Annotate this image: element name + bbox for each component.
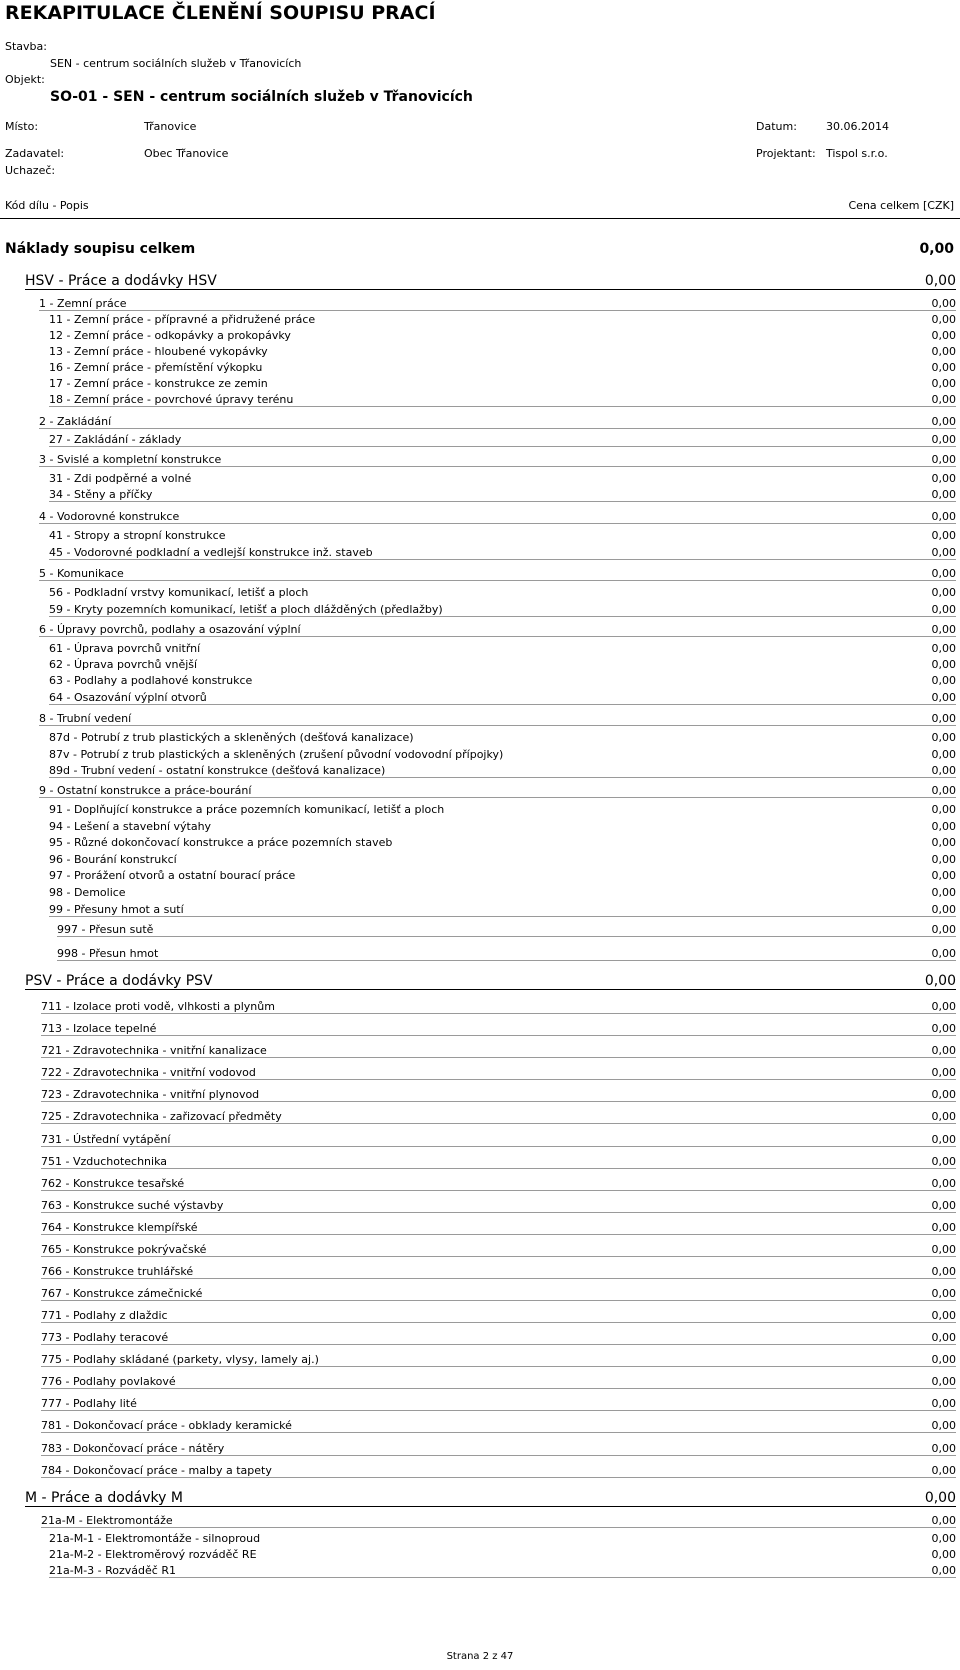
table-row <box>49 527 956 542</box>
row-label: 45 - Vodorovné podkladní a vedlejší konstrukce inž. staveb <box>49 546 373 559</box>
table-row <box>49 834 956 849</box>
table-row <box>49 391 956 407</box>
table-row <box>41 1373 956 1389</box>
row-value: 0,00 <box>931 764 956 777</box>
row-value: 0,00 <box>931 923 956 936</box>
row-value: 0,00 <box>931 1155 956 1168</box>
row-value: 0,00 <box>924 1490 956 1506</box>
row-value: 0,00 <box>931 1110 956 1123</box>
table-row <box>41 1219 956 1235</box>
row-label: 764 - Konstrukce klempířské <box>41 1221 198 1234</box>
column-header-code: Kód dílu - Popis <box>5 199 89 212</box>
row-value: 0,00 <box>931 886 956 899</box>
row-value: 0,00 <box>931 1000 956 1013</box>
row-value: 0,00 <box>931 1265 956 1278</box>
total-value: 0,00 <box>919 241 954 257</box>
table-row <box>57 921 956 937</box>
row-label: 731 - Ústřední vytápění <box>41 1133 171 1146</box>
table-row <box>41 1329 956 1345</box>
row-value: 0,00 <box>931 903 956 916</box>
row-label: 767 - Konstrukce zámečnické <box>41 1287 203 1300</box>
row-value: 0,00 <box>931 453 956 466</box>
datum-label: Datum: <box>756 120 797 133</box>
table-row <box>49 818 956 833</box>
row-label: 771 - Podlahy z dlaždic <box>41 1309 168 1322</box>
total-label: Náklady soupisu celkem <box>5 241 196 257</box>
row-label: 12 - Zemní práce - odkopávky a prokopávky <box>49 329 291 342</box>
row-label: 94 - Lešení a stavební výtahy <box>49 820 212 833</box>
row-label: 21a-M-1 - Elektromontáže - silnoproud <box>49 1532 261 1545</box>
row-label: 783 - Dokončovací práce - nátěry <box>41 1442 225 1455</box>
table-row <box>49 486 956 502</box>
table-row <box>49 327 956 342</box>
table-row <box>25 1486 956 1507</box>
row-label: 3 - Svislé a kompletní konstrukce <box>39 453 222 466</box>
table-row <box>41 1175 956 1191</box>
row-label: 18 - Zemní práce - povrchové úpravy terénu <box>49 393 294 406</box>
table-row <box>41 1042 956 1058</box>
row-value: 0,00 <box>924 273 956 289</box>
table-row <box>25 267 956 290</box>
row-value: 0,00 <box>931 869 956 882</box>
row-value: 0,00 <box>931 1532 956 1545</box>
row-label: 765 - Konstrukce pokrývačské <box>41 1243 207 1256</box>
row-value: 0,00 <box>931 1375 956 1388</box>
row-value: 0,00 <box>931 488 956 501</box>
row-value: 0,00 <box>931 1514 956 1527</box>
row-value: 0,00 <box>931 1022 956 1035</box>
row-value: 0,00 <box>931 674 956 687</box>
row-value: 0,00 <box>924 973 956 989</box>
table-row <box>49 901 956 917</box>
row-label: 63 - Podlahy a podlahové konstrukce <box>49 674 253 687</box>
table-row <box>49 1562 956 1578</box>
stavba-label: Stavba: <box>5 40 47 53</box>
row-value: 0,00 <box>931 712 956 725</box>
row-value: 0,00 <box>931 1564 956 1577</box>
table-row <box>41 1417 956 1433</box>
table-row <box>57 945 956 961</box>
row-label: 56 - Podkladní vrstvy komunikací, letišť a ploch <box>49 586 309 599</box>
row-label: 722 - Zdravotechnika - vnitřní vodovod <box>41 1066 256 1079</box>
row-value: 0,00 <box>931 361 956 374</box>
table-row <box>39 451 956 467</box>
row-value: 0,00 <box>931 1221 956 1234</box>
table-row <box>39 710 956 726</box>
row-value: 0,00 <box>931 1066 956 1079</box>
row-value: 0,00 <box>931 748 956 761</box>
row-label: 2 - Zakládání <box>39 415 112 428</box>
row-label: 87d - Potrubí z trub plastických a skleněných (dešťová kanalizace) <box>49 731 414 744</box>
row-label: 6 - Úpravy povrchů, podlahy a osazování výplní <box>39 623 301 636</box>
row-value: 0,00 <box>931 472 956 485</box>
row-value: 0,00 <box>931 836 956 849</box>
table-row <box>49 851 956 866</box>
row-value: 0,00 <box>931 1419 956 1432</box>
misto-label: Místo: <box>5 120 39 133</box>
row-value: 0,00 <box>931 345 956 358</box>
row-value: 0,00 <box>931 784 956 797</box>
row-value: 0,00 <box>931 529 956 542</box>
table-row <box>39 782 956 798</box>
row-label: 97 - Prorážení otvorů a ostatní bourací práce <box>49 869 296 882</box>
row-value: 0,00 <box>931 1397 956 1410</box>
table-row <box>49 544 956 560</box>
row-value: 0,00 <box>931 803 956 816</box>
row-value: 0,00 <box>931 313 956 326</box>
row-value: 0,00 <box>931 1088 956 1101</box>
row-label: 4 - Vodorovné konstrukce <box>39 510 180 523</box>
row-value: 0,00 <box>931 1548 956 1561</box>
row-label: 27 - Zakládání - základy <box>49 433 182 446</box>
row-label: 31 - Zdi podpěrné a volné <box>49 472 192 485</box>
datum-value: 30.06.2014 <box>826 120 889 133</box>
table-row <box>39 295 956 311</box>
table-row <box>49 343 956 358</box>
table-row <box>41 1064 956 1080</box>
row-value: 0,00 <box>931 433 956 446</box>
table-row <box>49 867 956 882</box>
projektant-label: Projektant: <box>756 147 816 160</box>
row-value: 0,00 <box>931 1133 956 1146</box>
row-value: 0,00 <box>931 1243 956 1256</box>
row-label: 763 - Konstrukce suché výstavby <box>41 1199 224 1212</box>
row-label: 711 - Izolace proti vodě, vlhkosti a plynům <box>41 1000 275 1013</box>
table-row <box>41 1108 956 1124</box>
row-value: 0,00 <box>931 820 956 833</box>
table-row <box>49 689 956 705</box>
table-row <box>49 470 956 485</box>
table-row <box>41 1263 956 1279</box>
row-value: 0,00 <box>931 1287 956 1300</box>
row-value: 0,00 <box>931 1442 956 1455</box>
row-value: 0,00 <box>931 947 956 960</box>
row-value: 0,00 <box>931 1199 956 1212</box>
table-row <box>41 1307 956 1323</box>
table-row <box>39 621 956 637</box>
row-label: 99 - Přesuny hmot a sutí <box>49 903 184 916</box>
table-row <box>39 565 956 581</box>
row-value: 0,00 <box>931 603 956 616</box>
table-row <box>41 1285 956 1301</box>
row-label: 21a-M-2 - Elektroměrový rozváděč RE <box>49 1548 257 1561</box>
row-label: 725 - Zdravotechnika - zařizovací předměty <box>41 1110 282 1123</box>
table-row <box>49 640 956 655</box>
row-label: 95 - Různé dokončovací konstrukce a práce pozemních staveb <box>49 836 393 849</box>
row-value: 0,00 <box>931 393 956 406</box>
row-value: 0,00 <box>931 731 956 744</box>
row-value: 0,00 <box>931 658 956 671</box>
row-label: 11 - Zemní práce - přípravné a přidružené práce <box>49 313 316 326</box>
row-label: 766 - Konstrukce truhlářské <box>41 1265 194 1278</box>
table-row <box>41 1351 956 1367</box>
objekt-label: Objekt: <box>5 73 45 86</box>
row-label: 762 - Konstrukce tesařské <box>41 1177 185 1190</box>
row-label: 998 - Přesun hmot <box>57 947 159 960</box>
row-label: 751 - Vzduchotechnika <box>41 1155 168 1168</box>
row-label: 96 - Bourání konstrukcí <box>49 853 177 866</box>
row-label: 773 - Podlahy teracové <box>41 1331 169 1344</box>
table-row <box>41 1086 956 1102</box>
table-row <box>49 656 956 671</box>
stavba-value: SEN - centrum sociálních služeb v Třanovicích <box>50 57 302 70</box>
row-label: 34 - Stěny a příčky <box>49 488 153 501</box>
row-label: 16 - Zemní práce - přemístění výkopku <box>49 361 263 374</box>
row-value: 0,00 <box>931 377 956 390</box>
row-label: PSV - Práce a dodávky PSV <box>25 973 213 989</box>
row-label: 21a-M - Elektromontáže <box>41 1514 173 1527</box>
row-label: 87v - Potrubí z trub plastických a skleněných (zrušení původní vodovodní přípojky) <box>49 748 504 761</box>
row-value: 0,00 <box>931 586 956 599</box>
row-label: 62 - Úprava povrchů vnější <box>49 658 198 671</box>
row-label: 9 - Ostatní konstrukce a práce-bourání <box>39 784 252 797</box>
row-label: 5 - Komunikace <box>39 567 124 580</box>
row-label: 17 - Zemní práce - konstrukce ze zemin <box>49 377 268 390</box>
row-label: 997 - Přesun sutě <box>57 923 154 936</box>
table-row <box>49 375 956 390</box>
table-row <box>39 413 956 429</box>
row-value: 0,00 <box>931 297 956 310</box>
row-label: 89d - Trubní vedení - ostatní konstrukce (dešťová kanalizace) <box>49 764 386 777</box>
table-row <box>49 601 956 617</box>
table-row <box>49 311 956 326</box>
table-row <box>41 1395 956 1411</box>
row-value: 0,00 <box>931 1177 956 1190</box>
row-value: 0,00 <box>931 1353 956 1366</box>
row-label: 784 - Dokončovací práce - malby a tapety <box>41 1464 272 1477</box>
projektant-value: Tispol s.r.o. <box>826 147 888 160</box>
table-row <box>41 1462 956 1478</box>
table-row <box>49 746 956 761</box>
table-row <box>41 1020 956 1036</box>
row-value: 0,00 <box>931 546 956 559</box>
table-row <box>49 729 956 744</box>
row-label: 13 - Zemní práce - hloubené vykopávky <box>49 345 268 358</box>
row-value: 0,00 <box>931 691 956 704</box>
uchazec-label: Uchazeč: <box>5 164 56 177</box>
table-row <box>41 1153 956 1169</box>
table-row <box>49 1546 956 1561</box>
row-label: 781 - Dokončovací práce - obklady keramické <box>41 1419 292 1432</box>
row-label: 61 - Úprava povrchů vnitřní <box>49 642 201 655</box>
row-value: 0,00 <box>931 1331 956 1344</box>
table-row <box>41 1131 956 1147</box>
table-row <box>41 998 956 1014</box>
table-row <box>49 762 956 778</box>
row-label: HSV - Práce a dodávky HSV <box>25 273 217 289</box>
table-row <box>49 1530 956 1545</box>
table-row <box>41 1440 956 1456</box>
row-label: 1 - Zemní práce <box>39 297 127 310</box>
table-row <box>49 584 956 599</box>
row-value: 0,00 <box>931 853 956 866</box>
row-value: 0,00 <box>931 567 956 580</box>
column-header-price: Cena celkem [CZK] <box>848 199 954 212</box>
objekt-value: SO-01 - SEN - centrum sociálních služeb v Třanovicích <box>50 89 473 105</box>
row-value: 0,00 <box>931 623 956 636</box>
misto-value: Třanovice <box>144 120 197 133</box>
table-row <box>39 508 956 524</box>
row-label: 8 - Trubní vedení <box>39 712 132 725</box>
row-value: 0,00 <box>931 1309 956 1322</box>
row-value: 0,00 <box>931 329 956 342</box>
table-row <box>41 1197 956 1213</box>
row-value: 0,00 <box>931 510 956 523</box>
row-value: 0,00 <box>931 642 956 655</box>
zadavatel-value: Obec Třanovice <box>144 147 229 160</box>
zadavatel-label: Zadavatel: <box>5 147 65 160</box>
page-title: REKAPITULACE ČLENĚNÍ SOUPISU PRACÍ <box>5 2 436 24</box>
table-row <box>49 672 956 687</box>
row-label: 713 - Izolace tepelné <box>41 1022 157 1035</box>
table-row <box>41 1241 956 1257</box>
page-footer: Strana 2 z 47 <box>446 1651 514 1662</box>
row-label: 21a-M-3 - Rozváděč R1 <box>49 1564 176 1577</box>
table-row <box>25 969 956 990</box>
row-label: 91 - Doplňující konstrukce a práce pozemních komunikací, letišť a ploch <box>49 803 445 816</box>
row-label: 721 - Zdravotechnika - vnitřní kanalizace <box>41 1044 267 1057</box>
row-value: 0,00 <box>931 1044 956 1057</box>
table-row <box>49 359 956 374</box>
row-label: 59 - Kryty pozemních komunikací, letišť a ploch dlážděných (předlažby) <box>49 603 443 616</box>
row-label: M - Práce a dodávky M <box>25 1490 183 1506</box>
table-row <box>49 801 956 816</box>
row-label: 98 - Demolice <box>49 886 126 899</box>
row-label: 775 - Podlahy skládané (parkety, vlysy, lamely aj.) <box>41 1353 319 1366</box>
row-label: 723 - Zdravotechnika - vnitřní plynovod <box>41 1088 260 1101</box>
row-label: 64 - Osazování výplní otvorů <box>49 691 207 704</box>
row-label: 776 - Podlahy povlakové <box>41 1375 176 1388</box>
table-row <box>41 1512 956 1528</box>
table-row <box>49 431 956 447</box>
row-label: 777 - Podlahy lité <box>41 1397 137 1410</box>
row-value: 0,00 <box>931 415 956 428</box>
table-row <box>49 884 956 899</box>
row-value: 0,00 <box>931 1464 956 1477</box>
row-label: 41 - Stropy a stropní konstrukce <box>49 529 226 542</box>
